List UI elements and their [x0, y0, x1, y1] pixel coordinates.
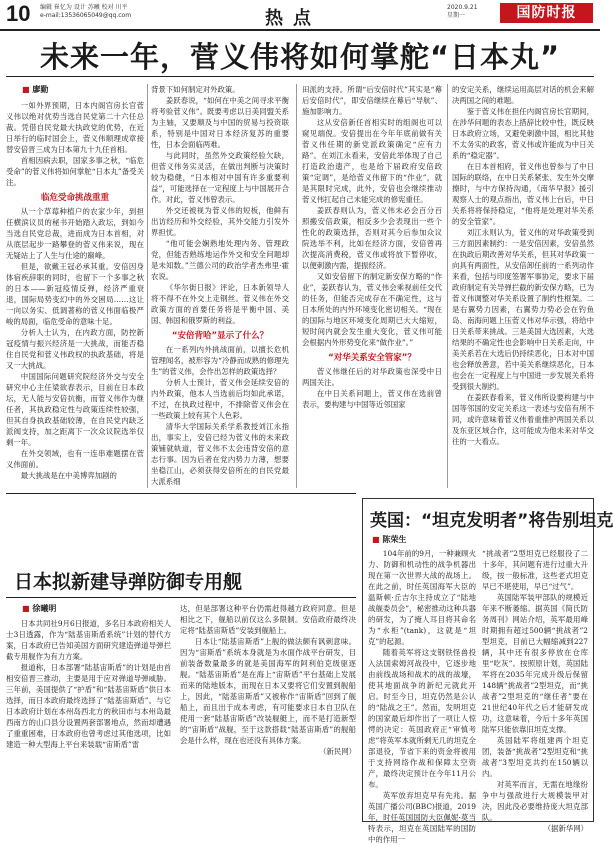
main-article-col1: 一如外界预期，日本内阁官房长官菅义伟以绝对优势当选自民党第二十六任总裁。凭借自民党最大执政党的优势，在近日举行的临时国会上，菅义伟顺理成章接替安倍晋三成为日本第九十九任首相。 首相因病去职，国家多事之秋，“临危受命”的菅义伟将如何掌舵“日本丸”备受关注。 临危受命挑战重重 从一个草莓种植户的农家少年，到担任横滨议员的秘书开始踏入政坛，到如今当选自民党总裁，进而成为日本首相，对从底层起步一路攀登的菅义伟来说，现在无疑站上了人生与仕途的巅峰。 但是，欲戴王冠必承其重。安倍因身体宿疾辞职的同时，也留下一个多事之秋的日本——新冠疫情反弹，经济严重衰退，国际局势变幻中的外交困局……这让一向以务实、低调著称的菅义伟面临极严峻的局面，临危受命的意味十足。 分析人士认为，在内政方面，防控新冠疫情与振兴经济是一大挑战，而能否稳住自民党和菅义伟政权的执政基础，将是又一大挑战。 中国国际问题研究院经济外交与安全研究中心主任梁欲春表示，目前在日本政坛，无人能与安倍抗衡，而菅义伟作为继任者，其执政稳定性与政策连续性较强，但其自身执政基础较薄，在自民党内缺乏派阀支持，加之距离下一次众议院选举仅剩一年。 在外交领域，也有一连串难题摆在菅义伟面前。 最大挑战是在中美博弈加剧的 — [6, 101, 144, 480]
article3-col1: 104年前的9月，一种兼顾火力、防御和机动性的战争机器出现在第一次世界大战的战场上。在此之前，时任英国海军大臣的温斯顿·丘吉尔主持成立了“陆地战舰委员会”，秘密推动这种兵器的研发，为了掩人耳目将其命名为“水柜”(tank)，这就是“坦克”的起源。 随着英军将这支钢铁怪兽投入法国索姆河战役中，它逐步地由前线战场和战术的战的战壕，使其地面战争的新纪元就此开启。时至今日，坦克仍然是公认的“陆战之王”。然而，发明坦克的国家最后却作出了一项让人惊愕的决定：英国政府正“审慎考虑”将英军本就所剩无几的坦克全部退役，节省下来的资金将被用于支持网络作战和保障太空资产，最终决定预计在今年11月公布。 英军放弃坦克早有先兆。据英国广播公司(BBC)报道，2019年，时任英国国防大臣佩妮·莫当特表示，坦克在英国陆军的国防中的作用一 — [368, 549, 476, 844]
issue-date: 2020.9.21 星期一 — [447, 4, 478, 19]
article3-credit: （据新华网） — [543, 824, 588, 833]
headline-rule — [6, 76, 594, 77]
column-divider — [296, 84, 297, 488]
article2-headline: 日本拟新建导弹防御专用舰 — [14, 571, 243, 593]
main-article-col4: 的安定关系，继续运用高层对话的机会来解决两国之间的难题。 鉴于菅义伟在担任内阁官房长官期间，在涉华问题的表态上措辞比较中性，既反映日本政府立场，又避免刺激中国，相比其他不太务实的政客，菅义伟或许能成为中日关系的“稳定器”。 在日本首相府，菅义伟也曾参与了中日国际的联络，在中日关系紧张、发生外交摩擦时，与中方保持沟通，《南华早报》援引观察人士的观点指出，菅义伟上台后，中日关系将将保持稳定，“他将是处理对华关系的安全管家”。 刘江永则认为，菅义伟的对华政策受到三方面因素制约：一是安倍因素，安倍虽然在执政后期改善对华关系，但其对华政策一向具有两面性，从安倍卸任前的一系列动作来看，包括与印度签署军事协定，要求下届政府制定有关导弹拦截的新安保方略，已为菅义伟调整对华关系设置了制约性框架。二是右翼势力因素，右翼势力势必会在钓鱼岛、南海问题上压菅义伟对华示强，将给中日关系带来挑战。三是美国大选因素，大选结果的不确定性也会影响中日关系走向，中美关系若在大选后仍持续恶化，日本对中国也会释放善意，若中美关系继续恶化，日本也会在一定程度上与中国进一步发展关系将受到很大制约。 在姜跃春看来，菅义伟所设要构建与中国等邻国的安定关系这一表述与安倍有所不同，或许意味着菅义伟着重推护两国关系以及东亚区域合作，这可能成为他未来对华交往的一大看点。 — [452, 85, 594, 446]
column-divider — [147, 84, 148, 488]
article2-col1: 日本共同社9月6日报道，多名日本政府相关人士3日透露，作为“陆基宙斯盾系统”计划的替代方案，日本政府已告知美国方面研究建造弹道导弹拦截专用舰作为有力方案。 报道称，日本部署“陆基宙斯盾”的计划是由首相安倍晋三推动，主要是用于应对弹道导弹威胁。三年前，美国提供了“护盾”和“陆基宙斯盾”供日本选择，而日本政府最终选择了“陆基宙斯盾”。与它日本政府计划在本州岛西北方的秋田市与本州岛最西南方的山口县分设置两套部署地点，然而却遭遇了重重困难，日本政府也曾考虑过其他选项，比如建造一种大型海上平台来装载“宙斯盾”雷 — [6, 619, 171, 749]
section-title: 热点 — [265, 8, 321, 29]
subheading: 临危受命挑战重重 — [40, 193, 109, 203]
page-number: 10 — [6, 1, 31, 26]
main-article-col2: 背景下如何制定对外政策。 姜跃春说，“如何在中美之间寻求平衡将考验菅义伟”。既要考虑以日美同盟关系为主轴，又要顺及与中国的贸易与投资联系，特别是中国对日本经济复苏的重要性，日本会面临两难。 与此同时，虽然外交政策经验欠缺，但菅义伟务实灵活，在做出判断与决策时较为稳健，“日本相对中国有许多重要利益”，可能选择在一定程度上与中国展开合作。对此，菅义伟曾表示。 外交还被视为菅义伟的短板，他鲜有出访经历和外交经验，其外交能力引发外界担忧。 “他可能会娴熟地处理内务、管理政党，但能否熟练地运作外交和安全问题却是未知数。”兰德公司的政治学者杰弗里·霍农说。 《华尔街日报》评论，日本新领导人将不得不在外交上走钢丝。菅义伟在外交政策方面的首要任务将是平衡中国、美国、韩国和俄罗斯的利益。 “安倍背哈”显示了什么？ 在一系列内外挑战面前，以擅长危机管理闻名，被形容为“冷静而成熟的修理先生”的菅义伟，会作出怎样的政策选择？ 分析人士预计，菅义伟会延续安倍的内外政策，他本人当选前后均如此承诺，不过，在执政过程中，不排除菅义伟会在一些政策上较有其个人色彩。 清华大学国际关系学系教授刘江永指出，事实上，安倍已经为菅义伟的未来政策铺就轨道，菅义伟不太会违背安倍的意志行事。因为后者在党内势力力薄，想要坐稳江山，必须获得安倍所在的自民党最大派系细 — [151, 85, 289, 486]
main-byline: ■ 廖勤 — [22, 84, 48, 95]
main-article-col3: 田派的支持。所谓“后安倍时代”其实是“幕后安倍时代”，即安倍继续在幕后“导航”、施加影响力。 这从安倍新任首相实时的组阁也可以窥见端倪。安倍提出在今年年底前做有关菅义伟任期的新党派政策确定“应有力路”。在刘江永看来，安倍此举体现了自己打造政治遗产，也是给下届政府安倍政策“定调”，是给菅义伟留下的“作业”，就是其限时完成，此外，安倍也会继续推动菅义伟扛起自己未能完成的修宪重任。 姜跃春则认为，菅义伟未必会百分百照搬安倍政策，相反多少会表现出一些个性化的政策选择，否则对其今后参加众议院选举不利，比如在经济方面，安倍曾再次提高消费税，菅义伟或将放下暂停收，以便刺激内需，提振经济。 又如安倍留下的制定新安保方略的“作业”，姜跃春认为，菅义伟会乘视前任交代的任务，但能否完成存在不确定性，这与日本所处的内外环境变化密切相关。“现在的国际与地区环境变化周期已大大缩短，短时间内就会发生重大变化，菅义伟可能会根据内外形势变化来“做作业”。” “对华关系安全管家”？ 菅义伟继任后的对华政策也深受中日两国关注。 在中日关系问题上，菅义伟在选前曾表示，要构建与中国等近邻国家 — [302, 85, 442, 409]
page-header — [0, 0, 600, 30]
article2-credit: （新民网） — [319, 747, 356, 756]
article2-byline: ■ 徐曦明 — [22, 603, 56, 614]
article2-rule — [6, 597, 356, 598]
article3-byline: ■ 陈荣生 — [372, 534, 406, 545]
subheading: “对华关系安全管家”？ — [328, 353, 416, 363]
header-rule — [0, 29, 600, 31]
editor-info: 编辑 崔忆为 设计 苏曦 校对 川平 e-mail:13536065049@qq.com — [40, 4, 132, 19]
article3-headline: 英国：“坦克发明者”将告别坦克 — [370, 511, 613, 531]
main-headline: 未来一年，菅义伟将如何掌舵“日本丸” — [39, 40, 561, 74]
section-rule — [6, 493, 356, 494]
column-divider — [447, 84, 448, 488]
article2-col2: 达，但是部署这种平台仍需赶得越方政府同意。但是相比之下，舰船以前仅这么多限制。安倍政府最终决定将“陆基宙斯盾”安装到舰船上。 日本让“陆基宙斯盾”上舰的做法颇有讽刺意味。因为“宙斯盾”系统本身就是为水面作战平台研发，目前装备数量最多的就是美国海军的阿利伯克级驱逐舰。“陆基宙斯盾”是在海上“宙斯盾”平台基础上发展而来的陆地版本，而现在日本又要将它们安置到舰船上，因此，“陆基宙斯盾”又被称作“宙斯盾”回到了舰船上，而且出于成本考虑，有可能要求日本自卫队在使用一套“陆基宙斯盾”改装舰艇上，而不是打造新型的“宙斯盾”战舰，至于这款搭载“陆基宙斯盾”的舰船会是什么样，现在也还没有具体方案。 （新民网） — [180, 604, 356, 756]
article3-col2: “挑战者”2型坦克已经服役了二十多年，其问题有进行过重大升级，按一般标准，这些老式坦克早已不堪使用，早已“过气”。 英国陆军装甲部队的规模近年来不断萎缩。据英国《简氏防务周刊》网站介绍，英军最用峰时期拥有超过500辆“挑战者”2型坦克，目前已大幅缩减到227辆，其中还有很多停放在仓库里“吃灰”。按照原计划，英国陆军将在2035年完成升级后保留148辆“挑战者”2型坦克，而“挑战者”2型坦克的“继任者”要在21世纪40年代之后才能研发成功，这意味着，今后十多年英国陆军只能依靠旧坦克支撑。 英国陆军将组建两个坦克团，装备“挑战者”2型坦克和“挑战者”3型坦克共约在150辆以内。 对英军而言，无需在地缘纷争中与强敌进行大规模装甲对决，因此没必要维持庞大坦克部队。 （据新华网） — [482, 549, 588, 833]
subheading: “安倍背哈”显示了什么？ — [171, 331, 269, 341]
newspaper-logo: 国防时报 — [500, 3, 593, 23]
